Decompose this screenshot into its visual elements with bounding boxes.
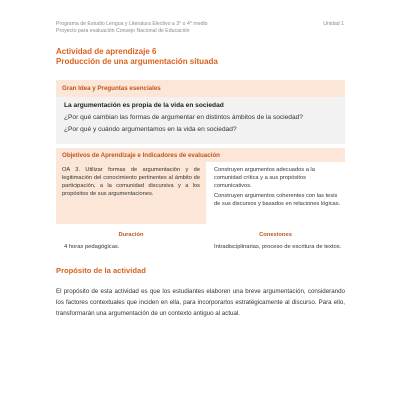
big-idea-statement: La argumentación es propia de la vida en sociedad [64,102,224,109]
header-project-line: Proyecto para evaluación Consejo Nacional de Educación [56,28,190,34]
indicator-item: Construyen argumentos adecuados a la comunidad crítica y a sus propósitos comunicativos. [214,167,315,189]
big-ideas-heading: Gran Idea y Preguntas esenciales [56,80,345,97]
page-header [56,21,344,35]
essential-question: ¿Por qué y cuándo argumentamos en la vida en sociedad? [64,126,237,133]
learning-objective: OA 3. Utilizar formas de argumentación y de legitimación del conocimiento pertinentes al ámbito de participación, a la comunidad discursiva y a los propósitos de sus argumentaciones. [56,162,206,224]
header-unit: Unidad 1 [323,21,344,27]
header-program-line: Programa de Estudio Lengua y Literatura Electivo a 3° o 4° medio [56,21,208,27]
duration-label: Duración [118,232,144,238]
big-ideas-box [56,80,345,144]
duration-connections-values [56,243,345,251]
connections-label: Conexiones [259,232,292,238]
duration-value: 4 horas pedagógicas. [64,244,120,250]
purpose-paragraph: El propósito de esta actividad es que los estudiantes elaboren una breve argumentación, considerando los factores contextuales que inciden en ella, para incorporarlos estratégicamente al discurso. Para ello, transformarán una argumentación de un contexto antiguo al actual. [56,288,345,317]
indicators-list [206,162,345,224]
connections-value: Intradisciplinarias, proceso de escritura de textos. [214,244,342,250]
objectives-row [56,162,345,224]
duration-connections-header [56,230,345,240]
activity-name: Producción de una argumentación situada [56,57,218,66]
activity-title [56,47,218,67]
objectives-box [56,148,345,252]
indicator-item: Construyen argumentos coherentes con las tesis de sus discursos y basados en relaciones lógicas. [214,193,341,207]
activity-label: Actividad de aprendizaje 6 [56,47,157,56]
purpose-heading: Propósito de la actividad [56,266,146,275]
objectives-heading: Objetivos de Aprendizaje e Indicadores de evaluación [56,148,345,162]
essential-question: ¿Por qué cambian las formas de argumentar en distintos ámbitos de la sociedad? [64,114,303,121]
